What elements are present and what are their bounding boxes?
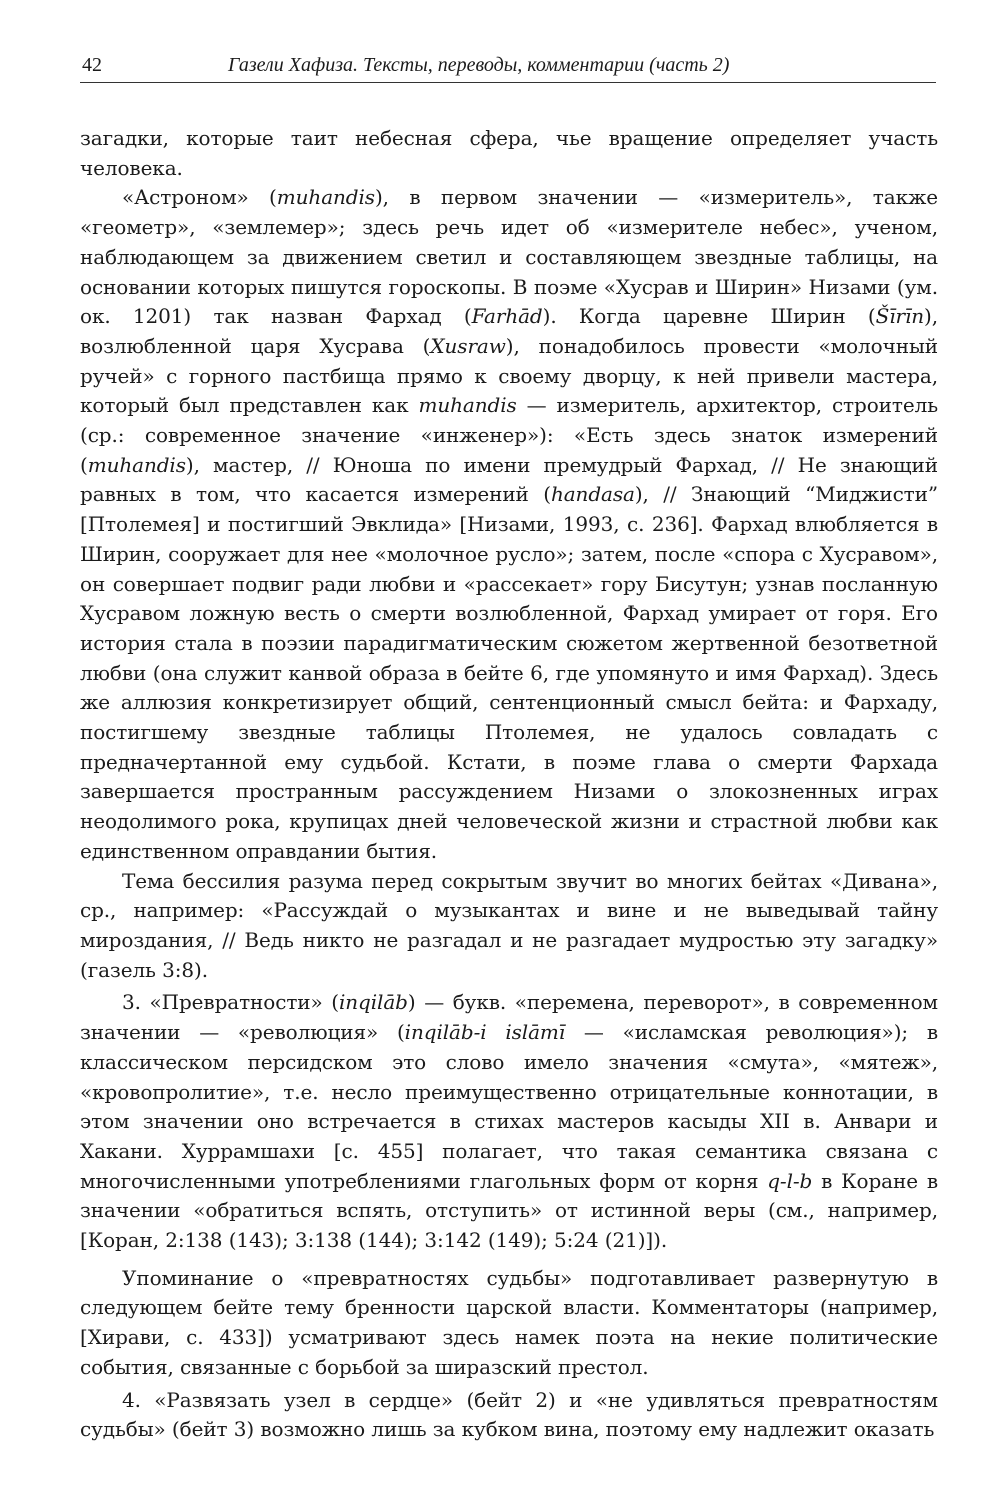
text-run: 4. «Развязать узел в сердце» (бейт 2) и «не удивляться превратностям судьбы» (бейт 3) возможно лишь за кубком вина, поэтому ему надлежит оказать <box>80 1387 938 1442</box>
text-run: ), понадобилось провести «молочный ручей» с горного пастбища прямо к своему дворцу, к ней привели мастера, который был представлен как <box>80 333 938 418</box>
text-run: ) — букв. «перемена, переворот», в современном значении — «революция» ( <box>80 990 938 1045</box>
italic-term: inqilāb-i islāmī <box>404 1020 566 1045</box>
running-header <box>80 52 936 83</box>
text-run: ). Когда царевне Ширин ( <box>542 304 876 329</box>
italic-term: Šīrīn <box>875 304 925 329</box>
text-run: в Коране в значении «обратиться вспять, отступить» от истинной веры (см., например, [Коран, 2:138 (143); 3:138 (144); 3:142 (149); 5:24 (21)]). <box>80 1168 938 1253</box>
text-run: «Астроном» ( <box>122 185 277 210</box>
paragraph-2 <box>80 183 938 866</box>
italic-term: muhandis <box>87 452 186 477</box>
text-run: ), // Знающий “Миджисти” [Птолемея] и постигший Эвклида» [Низами, 1993, с. 236]. Фархад влюбляется в Ширин, сооружает для нее «молочное русло»; затем, после «спора с Хусравом», он совершает подвиг ради любви и «рассекает» гору Бисутун; узнав посланную Хусравом ложную весть о смерти возлюбленной, Фархад умирает от горя. Его история стала в поэзии парадигматическим сюжетом жертвенной безответной любви (она служит канвой образа в бейте 6, где упомянуто и имя Фархад). Здесь же аллюзия конкретизирует общий, сентенционный смысл бейта: и Фархаду, постигшему звездные таблицы Птолемея, не удалось совладать с предначертанной ему судьбой. Кстати, в поэме глава о смерти Фархада завершается пространным рассуждением Низами о злокозненных играх неодолимого рока, крупицах дней человеческой жизни и страстной любви как единственном оправдании бытия. <box>80 482 938 863</box>
italic-term: muhandis <box>276 185 375 210</box>
paragraph-5 <box>80 1264 938 1383</box>
text-run: Упоминание о «превратностях судьбы» подготавливает развернутую в следующем бейте тему бренности царской власти. Комментаторы (например, [Хирави, с. 433]) усматривают здесь намек поэта на некие политические события, связанные с борьбой за ширазский престол. <box>80 1265 938 1379</box>
text-run: ), в первом значении — «измеритель», также «геометр», «землемер»; здесь речь идет об «измерителе небес», ученом, наблюдающем за движением светил и составляющем звездные таблицы, на основании которых пишутся гороскопы. В поэме «Хусрав и Ширин» Низами (ум. ок. 1201) так назван Фархад ( <box>80 185 938 329</box>
text-run: 3. «Превратности» ( <box>122 990 339 1015</box>
text-run: загадки, которые таит небесная сфера, чье вращение определяет участь человека. <box>80 126 938 180</box>
italic-term: Xusraw <box>430 333 506 358</box>
text-run: ), мастер, // Юноша по имени премудрый Фархад, // Не знающий равных в том, что касается измерений ( <box>80 452 938 507</box>
italic-term: muhandis <box>418 393 517 418</box>
body-text <box>80 124 938 1445</box>
italic-term: inqilāb <box>338 990 408 1015</box>
text-run: Тема бессилия разума перед сокрытым звучит во многих бейтах «Дивана», ср., например: «Рассуждай о музыкантах и вине и не выведывай тайну мироздания, // Ведь никто не разгадал и не разгадает мудростью эту загадку» (газель 3:8). <box>80 868 938 982</box>
text-run: ), возлюбленной царя Хусрава ( <box>80 304 938 358</box>
paragraph-1 <box>80 124 938 183</box>
paragraph-3 <box>80 867 938 986</box>
italic-term: q-l-b <box>767 1168 813 1193</box>
italic-term: Farhād <box>471 304 543 329</box>
paragraph-4 <box>80 988 938 1255</box>
italic-term: handasa <box>550 482 635 507</box>
text-run: — «исламская революция»); в классическом персидском это слово имело значения «смута», «мятеж», «кровопролитие», т.е. несло преимущественно отрицательные коннотации, в этом значении оно встречается в стихах мастеров касыды XII в. Анвари и Хакани. Хуррамшахи [с. 455] полагает, что такая семантика связана с многочисленными употреблениями глагольных форм от корня <box>80 1020 938 1193</box>
running-title: Газели Хафиза. Тексты, переводы, комментарии (часть 2) <box>228 54 730 76</box>
page-number: 42 <box>82 54 102 76</box>
text-run: — измеритель, архитектор, строитель (ср.: современное значение «инженер»): «Есть здесь знаток измерений ( <box>80 393 938 477</box>
paragraph-6 <box>80 1386 938 1445</box>
